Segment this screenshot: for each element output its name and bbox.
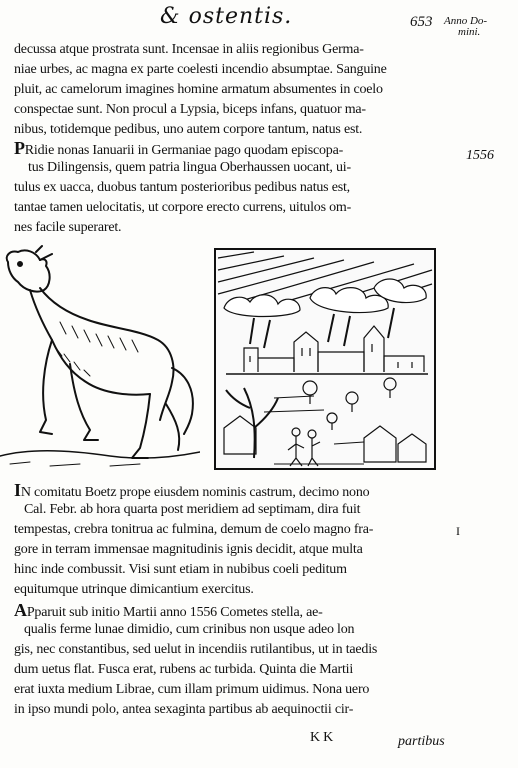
- paragraph-2: [14, 138, 446, 238]
- text-line: conspectae sunt. Non procul a Lypsia, biceps infans, quatuor ma-: [14, 102, 366, 117]
- text-line: hinc inde combussit. Visi sunt etiam in nubibus coeli peditum: [14, 562, 347, 577]
- text-line: tempestas, crebra tonitrua ac fulmina, demum de coelo magno fra-: [14, 522, 374, 537]
- page-number: 653: [410, 14, 433, 30]
- margin-note-line: Anno Do-: [444, 15, 488, 27]
- running-head: & ostentis.: [160, 4, 293, 29]
- paragraph-4: [14, 600, 446, 720]
- text-line: nes facile superaret.: [14, 220, 122, 235]
- text-line: niae urbes, ac magna ex parte coelesti incendio absumptae. Sanguine: [14, 62, 387, 77]
- calf-woodcut: [0, 244, 200, 474]
- text-line: nibus, totidemque pedibus, uno autem corpore tantum, natus est.: [14, 122, 363, 137]
- text-line: gore in terram immensae magnitudinis ignis decidit, atque multa: [14, 542, 363, 557]
- margin-note-line: mini.: [458, 26, 481, 38]
- text-line: qualis ferme lunae dimidio, cum crinibus non usque adeo lon: [24, 622, 355, 637]
- text-line: [14, 480, 446, 500]
- text-line: [14, 600, 446, 620]
- margin-mark: I: [456, 524, 460, 538]
- catchline: [14, 730, 446, 750]
- text-line-rest: Ridie nonas Ianuarii in Germaniae pago quodam episcopa-: [24, 143, 344, 158]
- text-line: in ipso mundi polo, antea sexaginta partibus ab aequinoctii cir-: [14, 702, 354, 717]
- text-line: pluit, ac camelorum imagines homine armatum absumentes in coelo: [14, 82, 383, 97]
- signature-mark: KK: [310, 730, 337, 745]
- text-line: erat iuxta medium Librae, cum illam primum uidimus. Nona uero: [14, 682, 370, 697]
- text-line: Cal. Febr. ab hora quarta post meridiem ad septimam, dira fuit: [24, 502, 361, 517]
- text-line: decussa atque prostrata sunt. Incensae in aliis regionibus Germa-: [14, 42, 364, 57]
- text-line: gis, nec constantibus, sed uelut in incendiis rutilantibus, ut in taedis: [14, 642, 378, 657]
- text-line: tus Dilingensis, quem patria lingua Oberhaussen uocant, ui-: [28, 160, 351, 175]
- catchword: partibus: [398, 734, 445, 749]
- drop-initial: P: [14, 138, 25, 158]
- text-line: equitumque utrinque dimicantium exercitus.: [14, 582, 254, 597]
- town-fire-woodcut: [214, 248, 436, 470]
- margin-year: 1556: [466, 148, 494, 163]
- text-line-rest: N comitatu Boetz prope eiusdem nominis castrum, decimo nono: [20, 485, 370, 500]
- drop-initial: I: [14, 480, 21, 500]
- paragraph-3: [14, 480, 446, 600]
- margin-note: [444, 16, 514, 38]
- paragraph-1: [14, 40, 446, 140]
- text-line: tantae tamen uelocitatis, ut corpore erecto currens, uitulos om-: [14, 200, 352, 215]
- text-line: [14, 138, 446, 158]
- drop-initial: A: [14, 600, 27, 620]
- text-line-rest: Pparuit sub initio Martii anno 1556 Cometes stella, ae-: [26, 605, 323, 620]
- text-line: tulus ex uacca, duobus tantum posterioribus pedibus natus est,: [14, 180, 350, 195]
- text-line: dum uetus flat. Fusca erat, rubens ac turbida. Quinta die Martii: [14, 662, 354, 677]
